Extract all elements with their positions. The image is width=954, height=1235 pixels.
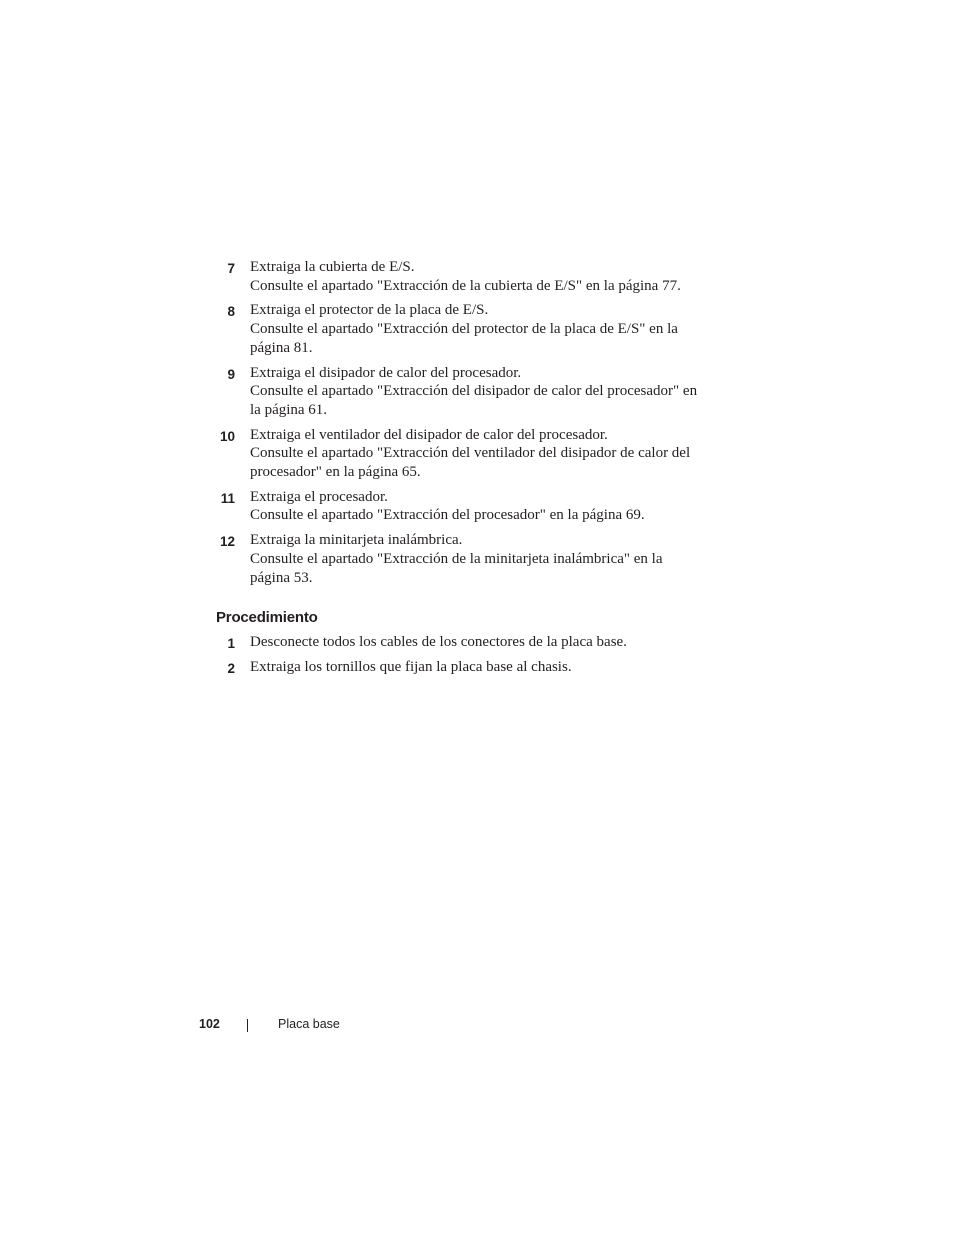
step-line: Extraiga los tornillos que fijan la placa base al chasis. — [250, 658, 572, 675]
step-number: 1. 1 — [227, 636, 235, 651]
step-text — [250, 531, 720, 587]
step-line: Extraiga el ventilador del disipador de calor del procesador. — [250, 426, 608, 443]
footer-divider — [247, 1019, 248, 1032]
step-text — [250, 301, 720, 357]
step-line: Consulte el apartado "Extracción de la cubierta de E/S" en la página 77. — [250, 277, 681, 294]
removal-steps-list — [0, 258, 954, 593]
step-line: Consulte el apartado "Extracción del ventilador del disipador de calor del — [250, 445, 691, 462]
step-number: 6. 12 — [219, 534, 235, 550]
step-line: Extraiga el procesador. — [250, 488, 388, 505]
step-line: Consulte el apartado "Extracción del procesador" en la página 69. — [250, 507, 645, 524]
step-line: página 81. — [250, 339, 313, 356]
step-text — [250, 633, 720, 652]
step-item — [0, 633, 954, 652]
step-number: 1. 7 — [227, 261, 235, 276]
step-text — [250, 258, 720, 295]
step-line: la página 61. — [250, 401, 328, 418]
step-line: Extraiga el protector de la placa de E/S. — [250, 302, 489, 319]
step-line: Extraiga la minitarjeta inalámbrica. — [250, 532, 463, 549]
step-item — [0, 301, 954, 357]
step-number: 2. 2 — [227, 660, 235, 676]
step-line: Desconecte todos los cables de los conectores de la placa base. — [250, 634, 627, 650]
step-line: Extraiga el disipador de calor del procesador. — [250, 364, 522, 381]
step-item — [0, 426, 954, 482]
step-text — [250, 364, 720, 420]
step-number: 3. 9 — [227, 366, 235, 382]
page-footer — [0, 1014, 954, 1036]
step-number: 5. 11 — [220, 490, 235, 506]
step-text — [250, 488, 720, 525]
step-number: 4. 10 — [219, 428, 235, 444]
step-item — [0, 658, 954, 677]
step-line: página 53. — [250, 569, 313, 586]
step-item — [0, 258, 954, 295]
step-line: Consulte el apartado "Extracción de la minitarjeta inalámbrica" en la — [250, 550, 663, 567]
step-line: Consulte el apartado "Extracción del disipador de calor del procesador" en — [250, 383, 698, 400]
step-item — [0, 364, 954, 420]
procedure-steps-list — [0, 633, 954, 682]
step-text — [250, 658, 720, 677]
chapter-name: Placa base — [278, 1017, 340, 1031]
step-line: Extraiga la cubierta de E/S. — [250, 259, 415, 275]
section-heading: Procedimiento — [216, 609, 318, 626]
page-number: 102 — [199, 1017, 220, 1031]
step-line: Consulte el apartado "Extracción del protector de la placa de E/S" en la — [250, 321, 678, 338]
step-item — [0, 488, 954, 525]
step-text — [250, 426, 720, 482]
step-number: 2. 8 — [227, 304, 235, 320]
step-line: procesador" en la página 65. — [250, 464, 421, 481]
step-item — [0, 531, 954, 587]
